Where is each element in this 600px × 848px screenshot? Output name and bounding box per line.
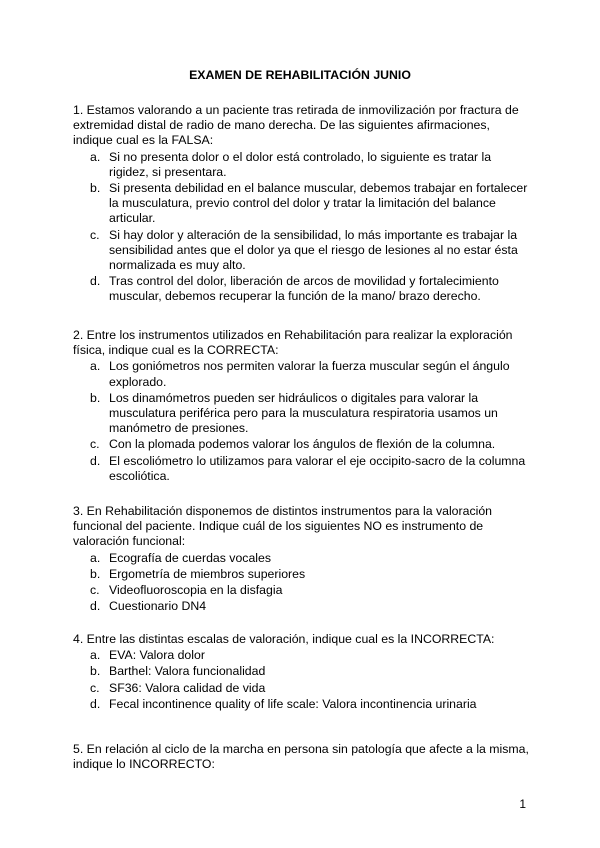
option-a <box>73 648 533 663</box>
question-4 <box>73 632 533 713</box>
option-text: SF36: Valora calidad de vida <box>109 680 266 695</box>
option-text: Si hay dolor y alteración de la sensibilidad, lo más importante es trabajar la sensibilidad antes que el dolor ya que el riesgo de lesiones al no estar ésta normalizada es muy alto. <box>109 227 518 273</box>
option-text: Fecal incontinence quality of life scale: Valora incontinencia urinaria <box>109 696 477 711</box>
option-letter: d. <box>90 453 101 468</box>
option-text: Ergometría de miembros superiores <box>109 566 306 581</box>
option-a <box>73 150 533 180</box>
option-list <box>73 551 533 615</box>
page-number: 1 <box>519 797 526 811</box>
option-b <box>73 567 533 582</box>
question-stem: 3. En Rehabilitación disponemos de distintos instrumentos para la valoración funcional del paciente. Indique cuál de los siguientes NO es instrumento de valoración funcional: <box>73 504 493 549</box>
option-text: El escoliómetro lo utilizamos para valorar el eje occipito-sacro de la columna escoliótica. <box>109 453 526 483</box>
option-text: Si no presenta dolor o el dolor está controlado, lo siguiente es tratar la rigidez, si presentara. <box>109 149 492 179</box>
option-d <box>73 274 533 304</box>
option-letter: c. <box>90 227 100 242</box>
option-b <box>73 181 533 227</box>
option-letter: a. <box>90 149 101 164</box>
option-c <box>73 583 533 598</box>
option-text: Si presenta debilidad en el balance muscular, debemos trabajar en fortalecer la musculatura, previo control del dolor y tratar la limitación del balance articular. <box>109 181 528 226</box>
option-d <box>73 599 533 614</box>
option-text: Barthel: Valora funcionalidad <box>109 664 266 679</box>
option-c <box>73 437 533 452</box>
option-letter: d. <box>90 599 101 614</box>
option-b <box>73 664 533 679</box>
option-a <box>73 359 533 389</box>
option-letter: d. <box>90 274 101 289</box>
option-text: Videofluoroscopia en la disfagia <box>109 583 283 598</box>
option-letter: c. <box>90 583 100 598</box>
option-letter: b. <box>90 566 101 581</box>
option-letter: d. <box>90 696 101 711</box>
question-stem: 4. Entre las distintas escalas de valoración, indique cual es la INCORRECTA: <box>73 632 495 646</box>
question-stem: 2. Entre los instrumentos utilizados en Rehabilitación para realizar la exploración física, indique cual es la CORRECTA: <box>73 328 513 358</box>
option-letter: a. <box>90 550 101 565</box>
option-list <box>73 150 533 305</box>
option-text: EVA: Valora dolor <box>109 648 205 663</box>
option-list <box>73 648 533 712</box>
question-3 <box>73 504 533 615</box>
option-c <box>73 681 533 696</box>
option-letter: a. <box>90 648 101 663</box>
option-letter: b. <box>90 390 101 405</box>
option-text: Cuestionario DN4 <box>109 599 207 614</box>
option-text: Con la plomada podemos valorar los ángulos de flexión de la columna. <box>109 437 496 452</box>
question-stem: 5. En relación al ciclo de la marcha en persona sin patología que afecte a la misma, indique lo INCORRECTO: <box>73 742 529 772</box>
question-5 <box>73 742 533 772</box>
option-d <box>73 697 533 712</box>
exam-title: EXAMEN DE REHABILITACIÓN JUNIO <box>189 68 411 82</box>
option-text: Tras control del dolor, liberación de arcos de movilidad y fortalecimiento muscular, debemos recuperar la función de la mano/ brazo derecho. <box>109 274 499 304</box>
option-text: Los goniómetros nos permiten valorar la fuerza muscular según el ángulo explorado. <box>109 359 510 389</box>
question-stem: 1. Estamos valorando a un paciente tras retirada de inmovilización por fractura de extremidad distal de radio de mano derecha. De las siguientes afirmaciones, indique cual es la FALSA: <box>73 103 519 148</box>
option-a <box>73 551 533 566</box>
option-text: Los dinamómetros pueden ser hidráulicos o digitales para valorar la musculatura periférica pero para la musculatura respiratoria usamos un manómetro de presiones. <box>109 390 498 436</box>
option-letter: c. <box>90 437 100 452</box>
option-list <box>73 359 533 484</box>
question-2 <box>73 328 533 485</box>
option-b <box>73 391 533 437</box>
option-letter: b. <box>90 664 101 679</box>
option-c <box>73 228 533 274</box>
option-text: Ecografía de cuerdas vocales <box>109 550 272 565</box>
question-1 <box>73 103 533 306</box>
option-letter: b. <box>90 181 101 196</box>
option-letter: c. <box>90 680 100 695</box>
option-d <box>73 454 533 484</box>
option-letter: a. <box>90 359 101 374</box>
